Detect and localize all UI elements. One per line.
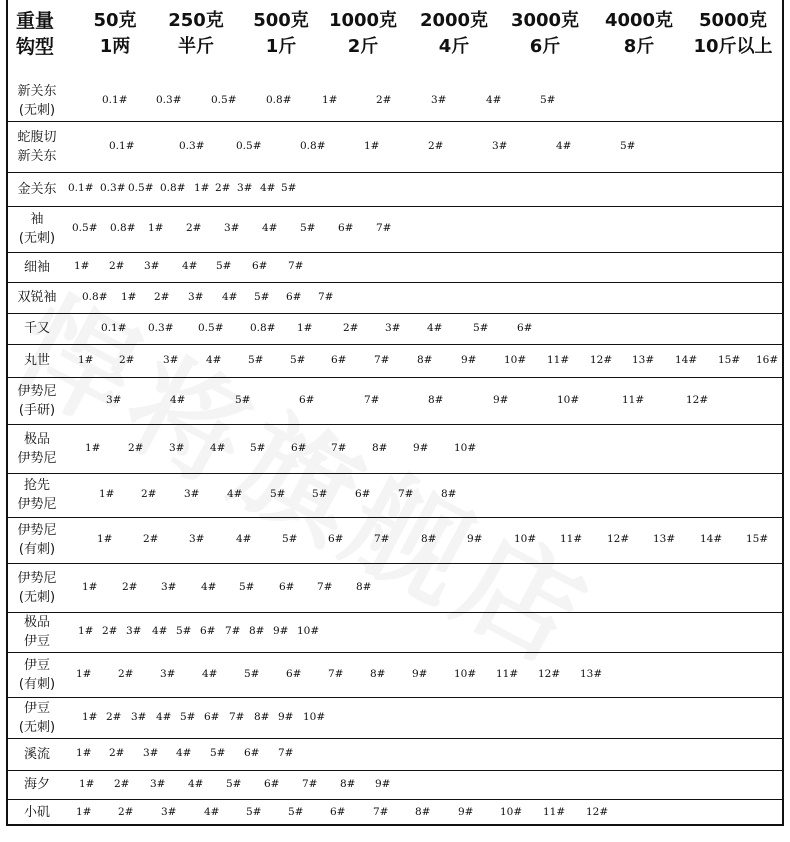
row-divider [8, 282, 782, 283]
weight-grams: 1000克 [328, 10, 398, 31]
weight-column-header [589, 8, 689, 60]
hook-size: 0.5# [211, 93, 237, 106]
hook-type-name-line: 千又 [23, 321, 50, 336]
row-divider [8, 697, 782, 698]
hook-size: 4# [260, 182, 276, 194]
hook-size: 5# [210, 747, 226, 759]
hook-size: 5# [226, 777, 242, 790]
hook-size: 6# [264, 777, 280, 790]
hook-size: 6# [330, 805, 346, 818]
weight-grams: 5000克 [698, 10, 768, 31]
hook-type-name [8, 180, 66, 199]
row-divider [8, 424, 782, 425]
weight-grams: 3000克 [510, 10, 580, 31]
hook-size: 1# [322, 93, 338, 106]
hook-size: 5# [244, 667, 260, 680]
hook-size: 0.8# [300, 139, 326, 152]
row-divider [8, 252, 782, 253]
hook-size: 3# [492, 139, 508, 152]
hook-size: 0.3# [148, 321, 174, 334]
hook-size: 10# [454, 667, 477, 680]
hook-size: 8# [428, 393, 444, 406]
hook-size: 0.5# [128, 182, 154, 194]
hook-size: 6# [338, 222, 354, 234]
hook-size: 0.5# [198, 321, 224, 334]
hook-size: 5# [282, 533, 298, 545]
hook-type-name-line: (有刺) [18, 542, 56, 557]
hook-size: 5# [248, 353, 264, 366]
weight-jin: 6斤 [529, 36, 561, 57]
hook-size: 2# [119, 353, 135, 366]
hook-size: 4# [201, 580, 217, 593]
hook-size: 8# [417, 353, 433, 366]
hook-size: 10# [303, 710, 326, 723]
hook-size: 7# [302, 777, 318, 790]
row-divider [8, 377, 782, 378]
hook-size: 12# [607, 533, 630, 545]
hook-size: 7# [364, 393, 380, 406]
hook-size: 0.8# [266, 93, 292, 106]
row-divider [8, 652, 782, 653]
hook-size: 6# [244, 747, 260, 759]
hook-size: 7# [288, 260, 304, 272]
hook-size: 1# [82, 580, 98, 593]
hook-size: 1# [99, 488, 115, 500]
row-divider [8, 313, 782, 314]
hook-type-name-line: 新关东 [17, 83, 57, 99]
hook-size: 7# [328, 667, 344, 680]
hook-size: 9# [413, 441, 429, 454]
hook-size: 4# [227, 488, 243, 500]
hook-size: 15# [746, 533, 769, 545]
hook-type-name [8, 351, 66, 370]
hook-size: 2# [215, 182, 231, 194]
weight-jin: 1斤 [265, 36, 297, 57]
row-divider [8, 612, 782, 613]
hook-type-name [8, 745, 66, 764]
hook-size: 12# [538, 667, 561, 680]
hook-size: 6# [252, 260, 268, 272]
hook-size: 3# [131, 710, 147, 723]
hook-size: 4# [152, 625, 168, 637]
hook-size: 1# [74, 260, 90, 272]
hook-size: 0.1# [109, 139, 135, 152]
weight-grams: 250克 [168, 10, 224, 31]
hook-size: 5# [281, 182, 297, 194]
weight-jin: 4斤 [438, 36, 470, 57]
hook-size: 4# [206, 353, 222, 366]
hook-type-name-line: 抢先 [23, 478, 50, 493]
hook-size: 9# [273, 625, 289, 637]
hook-size: 9# [412, 667, 428, 680]
hook-size: 5# [540, 93, 556, 106]
hook-size: 1# [76, 805, 92, 818]
hook-size: 4# [236, 533, 252, 545]
hook-size: 9# [278, 710, 294, 723]
hook-size: 6# [328, 533, 344, 545]
hook-size: 6# [299, 393, 315, 406]
hook-size: 3# [163, 353, 179, 366]
hook-size: 4# [204, 805, 220, 818]
hook-size: 5# [270, 488, 286, 500]
hook-size: 11# [496, 667, 519, 680]
hook-size: 5# [216, 260, 232, 272]
hook-type-name [8, 803, 66, 822]
hook-size: 2# [428, 139, 444, 152]
hook-size: 3# [161, 580, 177, 593]
weight-column-header [313, 8, 413, 60]
hook-size: 2# [114, 777, 130, 790]
hook-size: 16# [756, 353, 779, 366]
hook-size: 5# [300, 222, 316, 234]
row-divider [8, 738, 782, 739]
hook-type-name-line: 金关东 [17, 181, 57, 197]
hook-size: 9# [461, 353, 477, 366]
hook-size-table [6, 0, 784, 826]
hook-size: 7# [317, 580, 333, 593]
hook-size: 5# [254, 290, 270, 303]
hook-size: 3# [237, 182, 253, 194]
hook-size: 2# [109, 747, 125, 759]
hook-size: 8# [340, 777, 356, 790]
hook-type-name-line: 小矶 [23, 805, 50, 820]
hook-size: 6# [204, 710, 220, 723]
hook-size: 5# [473, 321, 489, 334]
hook-size: 0.8# [160, 182, 186, 194]
hook-size: 9# [493, 393, 509, 406]
hook-size: 7# [376, 222, 392, 234]
hook-size: 7# [374, 353, 390, 366]
hook-size: 7# [374, 533, 390, 545]
hook-size: 5# [176, 625, 192, 637]
hook-size: 1# [76, 667, 92, 680]
hook-size: 3# [385, 321, 401, 334]
hook-type-name [8, 775, 66, 794]
hook-size: 2# [122, 580, 138, 593]
hook-size: 5# [235, 393, 251, 406]
hook-type-name [8, 319, 66, 338]
hook-type-name-line: 细袖 [23, 259, 50, 275]
hook-size: 0.3# [179, 139, 205, 152]
hook-size: 11# [622, 393, 645, 406]
hook-size: 0.8# [250, 321, 276, 334]
hook-size: 7# [318, 290, 334, 303]
weight-jin: 1两 [99, 36, 131, 57]
hook-type-name-line: 蛇腹切 [17, 129, 57, 145]
header-corner-label [16, 8, 54, 60]
hook-size: 14# [700, 533, 723, 545]
hook-size: 3# [189, 533, 205, 545]
hook-type-name [8, 382, 66, 420]
hook-size: 8# [254, 710, 270, 723]
hook-size: 2# [141, 488, 157, 500]
weight-grams: 2000克 [419, 10, 489, 31]
hook-size: 7# [229, 710, 245, 723]
hook-type-name-line: 极品 [23, 431, 50, 447]
hook-size: 0.1# [101, 321, 127, 334]
hook-size: 1# [82, 710, 98, 723]
hook-type-name [8, 430, 66, 468]
row-divider [8, 563, 782, 564]
hook-size: 14# [675, 353, 698, 366]
hook-type-name-line: 伊势尼 [17, 570, 57, 586]
hook-size: 4# [188, 777, 204, 790]
hook-size: 6# [291, 441, 307, 454]
hook-size: 3# [160, 667, 176, 680]
hook-size: 0.8# [82, 290, 108, 303]
hook-size: 1# [148, 222, 164, 234]
hook-type-name-line: (无刺) [18, 719, 56, 735]
hook-size: 3# [106, 393, 122, 406]
hook-size: 4# [556, 139, 572, 152]
hook-type-name-line: 伊势尼 [17, 450, 57, 466]
hook-size: 4# [170, 393, 186, 406]
hook-size: 0.5# [236, 139, 262, 152]
hook-size: 13# [632, 353, 655, 366]
hook-type-name-line: 海夕 [23, 777, 50, 792]
hook-type-name [8, 210, 66, 248]
hook-type-name-line: (无刺) [18, 102, 56, 118]
hook-size: 3# [169, 441, 185, 454]
weight-grams: 500克 [253, 10, 309, 31]
hook-size: 8# [415, 805, 431, 818]
row-divider [8, 344, 782, 345]
hook-size: 4# [262, 222, 278, 234]
hook-size: 1# [364, 139, 380, 152]
weight-label: 重量 [16, 10, 55, 32]
hook-size: 4# [222, 290, 238, 303]
hook-size: 12# [590, 353, 613, 366]
hook-size: 3# [188, 290, 204, 303]
hook-type-name [8, 258, 66, 277]
hook-type-name-line: 丸世 [23, 353, 50, 368]
hook-size: 9# [467, 533, 483, 545]
hook-type-name [8, 569, 66, 607]
hook-size: 1# [79, 777, 95, 790]
hook-size: 1# [78, 625, 94, 637]
hook-size: 8# [356, 580, 372, 593]
hook-type-name-line: 伊豆 [23, 700, 50, 716]
hook-size: 5# [180, 710, 196, 723]
hook-size: 5# [290, 353, 306, 366]
row-divider [8, 206, 782, 207]
hook-size: 11# [560, 533, 583, 545]
hook-type-name [8, 288, 66, 307]
hook-size: 5# [312, 488, 328, 500]
hook-size: 4# [156, 710, 172, 723]
hook-size: 6# [279, 580, 295, 593]
hook-type-name-line: 伊势尼 [17, 383, 57, 399]
hook-size: 6# [355, 488, 371, 500]
hook-size: 9# [375, 777, 391, 790]
hook-type-name-line: 伊豆 [23, 657, 50, 673]
row-divider [8, 121, 782, 122]
hook-type-name-line: (手研) [18, 402, 56, 418]
weight-grams: 4000克 [604, 10, 674, 31]
hook-size: 5# [246, 805, 262, 818]
hook-size: 6# [286, 667, 302, 680]
hook-size: 4# [176, 747, 192, 759]
hook-type-name-line: 溪流 [23, 746, 50, 762]
row-divider [8, 770, 782, 771]
hook-size: 4# [210, 441, 226, 454]
hook-size: 6# [286, 290, 302, 303]
hook-type-name-line: 新关东 [17, 148, 57, 164]
hook-size: 8# [370, 667, 386, 680]
hook-size: 2# [343, 321, 359, 334]
hook-type-name-line: 伊势尼 [17, 523, 57, 538]
hook-size: 7# [278, 747, 294, 759]
hook-type-name [8, 521, 66, 559]
hook-type-name-line: 伊豆 [23, 634, 50, 649]
hook-size: 3# [144, 260, 160, 272]
hook-size: 6# [331, 353, 347, 366]
hook-size: 7# [225, 625, 241, 637]
row-divider [8, 799, 782, 800]
hook-size: 4# [486, 93, 502, 106]
weight-column-header [404, 8, 504, 60]
hook-size: 9# [458, 805, 474, 818]
row-divider [8, 172, 782, 173]
hook-type-name [8, 82, 66, 120]
hook-size: 10# [514, 533, 537, 545]
hook-size: 12# [686, 393, 709, 406]
hook-size: 1# [76, 747, 92, 759]
hook-size: 3# [150, 777, 166, 790]
hook-type-name-line: 极品 [23, 615, 50, 630]
hook-size: 7# [373, 805, 389, 818]
hook-type-name-line: (无刺) [18, 231, 56, 246]
hook-size: 8# [421, 533, 437, 545]
hook-size: 3# [224, 222, 240, 234]
hook-size: 6# [200, 625, 216, 637]
weight-jin: 8斤 [623, 36, 655, 57]
hook-size: 0.3# [156, 93, 182, 106]
row-divider [8, 517, 782, 518]
hook-size: 13# [580, 667, 603, 680]
hook-size: 2# [102, 625, 118, 637]
hook-size: 12# [586, 805, 609, 818]
hook-size: 8# [249, 625, 265, 637]
hook-size: 8# [372, 441, 388, 454]
hook-type-name-line: 袖 [30, 212, 44, 227]
hook-size: 11# [543, 805, 566, 818]
hook-size: 6# [517, 321, 533, 334]
hook-size: 10# [454, 441, 477, 454]
hook-size: 2# [106, 710, 122, 723]
hook-type-name [8, 128, 66, 166]
hook-size: 15# [718, 353, 741, 366]
hook-size: 2# [154, 290, 170, 303]
hook-size: 1# [78, 353, 94, 366]
hook-size: 4# [202, 667, 218, 680]
hook-size: 1# [121, 290, 137, 303]
weight-column-header [683, 8, 783, 60]
hook-size: 10# [557, 393, 580, 406]
hook-size: 3# [126, 625, 142, 637]
hook-size: 3# [184, 488, 200, 500]
hook-size: 1# [97, 533, 113, 545]
hook-size: 5# [620, 139, 636, 152]
hook-size: 0.8# [110, 222, 136, 234]
hook-size: 0.1# [68, 182, 94, 194]
hook-size: 2# [118, 805, 134, 818]
hook-size: 7# [331, 441, 347, 454]
hook-size: 8# [441, 488, 457, 500]
hook-size: 3# [143, 747, 159, 759]
hook-size: 2# [186, 222, 202, 234]
weight-grams: 50克 [93, 10, 137, 31]
hook-size: 13# [653, 533, 676, 545]
hook-type-name [8, 699, 66, 737]
hook-size: 11# [547, 353, 570, 366]
hook-size: 2# [109, 260, 125, 272]
hook-size: 1# [297, 321, 313, 334]
hook-size: 7# [398, 488, 414, 500]
hook-type-name-line: (无刺) [18, 589, 56, 605]
hook-size: 5# [239, 580, 255, 593]
weight-jin: 10斤以上 [693, 36, 773, 57]
hook-size: 10# [504, 353, 527, 366]
hook-size: 1# [85, 441, 101, 454]
hook-type-name [8, 613, 66, 651]
hook-size: 2# [128, 441, 144, 454]
hook-size: 4# [182, 260, 198, 272]
hook-type-name-line: 双锐袖 [17, 290, 57, 305]
hook-size: 0.1# [102, 93, 128, 106]
hook-size: 2# [118, 667, 134, 680]
hook-size: 5# [288, 805, 304, 818]
hook-size: 0.3# [100, 182, 126, 194]
weight-column-header [495, 8, 595, 60]
hook-size: 3# [161, 805, 177, 818]
weight-jin: 2斤 [347, 36, 379, 57]
weight-jin: 半斤 [178, 36, 214, 57]
hook-size: 2# [376, 93, 392, 106]
hook-size: 5# [250, 441, 266, 454]
hook-type-name [8, 656, 66, 694]
hook-type-name-line: (有刺) [18, 676, 56, 692]
row-divider [8, 473, 782, 474]
hook-size: 10# [297, 625, 320, 637]
hook-size: 4# [427, 321, 443, 334]
hook-size: 0.5# [72, 222, 98, 234]
hook-type-name-line: 伊势尼 [17, 497, 57, 512]
hook-type-name [8, 476, 66, 514]
hook-size: 2# [143, 533, 159, 545]
hook-size: 1# [194, 182, 210, 194]
hook-size: 10# [500, 805, 523, 818]
hook-size: 3# [431, 93, 447, 106]
hook-type-label: 钩型 [16, 36, 55, 58]
